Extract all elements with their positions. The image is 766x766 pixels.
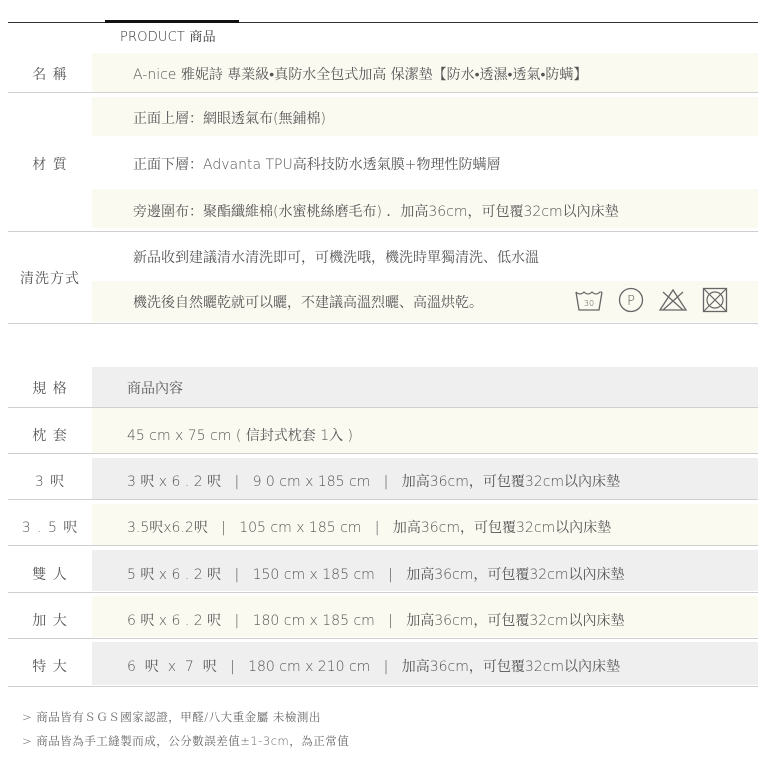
spec-row-label: 3 . 5 呎 xyxy=(21,520,79,536)
material-line-side: 旁邊圍布：聚酯纖維棉(水蜜桃絲磨毛布) ．加高36cm，可包覆32cm以內床墊 xyxy=(133,204,619,220)
material-line-bottom: 正面下層：Advanta TPU高科技防水透氣膜+物理性防螨層 xyxy=(133,157,501,173)
spec-row-label: 枕 套 xyxy=(32,428,68,444)
spec-row-value: 3 呎 x 6 . 2 呎 | 9 0 cm x 185 cm | 加高36cm，可包覆32cm以內床墊 xyxy=(127,474,621,490)
material-label: 材 質 xyxy=(32,157,68,173)
spec-header-value: 商品內容 xyxy=(127,381,183,397)
wash-line-2: 機洗後自然曬乾就可以曬，不建議高溫烈曬、高溫烘乾。 xyxy=(133,295,483,311)
divider xyxy=(8,499,758,500)
title-accent-bar xyxy=(105,20,239,23)
divider xyxy=(8,592,758,593)
wash-30-icon xyxy=(574,287,604,313)
dryclean-letter: P xyxy=(627,294,635,309)
care-icons xyxy=(574,287,728,313)
name-label: 名 稱 xyxy=(32,67,68,83)
footnote: > 商品皆為手工縫製而成，公分數誤差值±1-3cm，為正常值 xyxy=(22,734,350,748)
spec-row-value: 5 呎 x 6 . 2 呎 | 150 cm x 185 cm | 加高36cm，可包覆32cm以內床墊 xyxy=(127,567,625,583)
footnote: > 商品皆有ＳＧＳ國家認證，甲醛/八大重金屬 未檢測出 xyxy=(22,710,321,724)
wash-temp: 30 xyxy=(583,299,595,308)
spec-row-value: 45 cm x 75 cm ( 信封式枕套 1入 ) xyxy=(127,428,354,444)
divider xyxy=(8,92,758,93)
divider xyxy=(8,231,758,232)
spec-row-value: 6 呎 x 6 . 2 呎 | 180 cm x 185 cm | 加高36cm，可包覆32cm以內床墊 xyxy=(127,613,625,629)
divider xyxy=(8,453,758,454)
no-tumble-dry-icon xyxy=(702,287,728,313)
wash-line-1: 新品收到建議清水清洗即可，可機洗哦，機洗時單獨清洗、低水溫 xyxy=(133,250,539,266)
divider xyxy=(8,686,758,687)
spec-header-label: 規 格 xyxy=(32,381,68,397)
spec-row-label: 特 大 xyxy=(32,659,68,675)
spec-row-value: 3.5呎x6.2呎 | 105 cm x 185 cm | 加高36cm，可包覆32cm以內床墊 xyxy=(127,520,612,536)
spec-row-label: 雙 人 xyxy=(32,567,68,583)
spec-row-value: 6 呎 x 7 呎 | 180 cm x 210 cm | 加高36cm，可包覆32cm以內床墊 xyxy=(127,659,621,675)
material-line-top: 正面上層：網眼透氣布(無鋪棉) xyxy=(133,111,326,127)
spec-header-bg xyxy=(92,367,758,407)
spec-row-label: 3 呎 xyxy=(34,474,66,490)
divider xyxy=(8,545,758,546)
wash-label: 清洗方式 xyxy=(20,271,80,287)
no-bleach-icon xyxy=(658,287,688,313)
product-name: A-nice 雅妮詩 專業級•真防水全包式加高 保潔墊【防水•透濕•透氣•防螨】 xyxy=(133,67,588,83)
spec-row-label: 加 大 xyxy=(32,613,68,629)
divider xyxy=(8,638,758,639)
dry-clean-p-icon xyxy=(618,287,644,313)
divider xyxy=(8,323,758,324)
section-title: PRODUCT 商品 xyxy=(120,30,216,45)
